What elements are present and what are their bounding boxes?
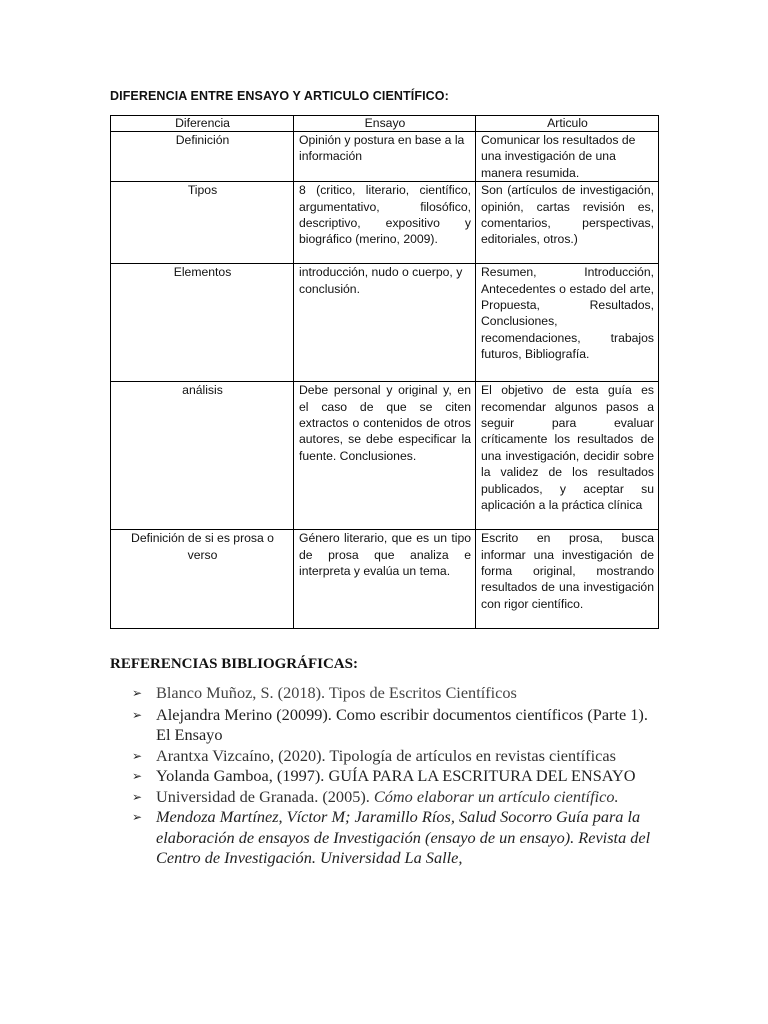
- table-row: [111, 382, 659, 530]
- reference-text: Universidad de Granada. (2005).: [156, 786, 374, 806]
- comparison-table: [110, 115, 659, 629]
- arrow-bullet-icon: ➢: [132, 748, 143, 763]
- ensayo-cell: Debe personal y original y, en el caso de que se citen extractos o contenidos de otros autores, se debe especificar la fuente. Conclusiones.: [294, 382, 476, 530]
- row-label: Definición de si es prosa o verso: [111, 530, 294, 629]
- ensayo-cell: Género literario, que es un tipo de prosa que analiza e interpreta y evalúa un tema.: [294, 530, 476, 629]
- table-row: [111, 530, 659, 629]
- ensayo-cell: Opinión y postura en base a la información: [294, 132, 476, 182]
- header-diferencia: Diferencia: [111, 116, 294, 132]
- row-label: Tipos: [111, 182, 294, 264]
- reference-text: Arantxa Vizcaíno, (2020). Tipología de artículos en revistas científicas: [156, 745, 616, 765]
- page-title: DIFERENCIA ENTRE ENSAYO Y ARTICULO CIENTÍFICO:: [110, 89, 449, 103]
- table-header-row: [111, 116, 659, 132]
- row-label: Definición: [111, 132, 294, 182]
- header-articulo: Articulo: [476, 116, 659, 132]
- reference-item: [132, 807, 652, 869]
- ensayo-cell: 8 (critico, literario, científico, argumentativo, filosófico, descriptivo, expositivo y biográfico (merino, 2009).: [294, 182, 476, 264]
- articulo-cell: Escrito en prosa, busca informar una investigación de forma original, mostrando resultados de una investigación con rigor científico.: [476, 530, 659, 629]
- articulo-cell: El objetivo de esta guía es recomendar algunos pasos a seguir para evaluar críticamente los resultados de una investigación, decidir sobre la validez de los resultados publicados, y aceptar su aplicación a la práctica clínica: [476, 382, 659, 530]
- references-list: [132, 683, 652, 869]
- row-label: análisis: [111, 382, 294, 530]
- header-ensayo: Ensayo: [294, 116, 476, 132]
- reference-item: [132, 787, 652, 808]
- reference-text: Alejandra Merino (20099). Como escribir documentos científicos (Parte 1). El Ensayo: [156, 704, 648, 744]
- arrow-bullet-icon: ➢: [132, 810, 143, 824]
- reference-text: Yolanda Gamboa, (1997). GUÍA PARA LA ESCRITURA DEL ENSAYO: [156, 766, 636, 785]
- arrow-bullet-icon: ➢: [132, 707, 143, 722]
- articulo-cell: Comunicar los resultados de una investigación de una manera resumida.: [476, 132, 659, 182]
- reference-item: [132, 746, 652, 767]
- table-row: [111, 182, 659, 264]
- articulo-cell: Son (artículos de investigación, opinión, cartas revisión es, comentarios, perspectivas, editoriales, otros.): [476, 182, 659, 264]
- arrow-bullet-icon: ➢: [132, 686, 143, 700]
- row-label: Elementos: [111, 264, 294, 382]
- ensayo-cell: introducción, nudo o cuerpo, y conclusión.: [294, 264, 476, 382]
- reference-text: Blanco Muñoz, S. (2018). Tipos de Escritos Científicos: [156, 683, 517, 702]
- arrow-bullet-icon: ➢: [132, 769, 143, 783]
- table-row: [111, 264, 659, 382]
- reference-text: Mendoza Martínez, Víctor M; Jaramillo Ríos, Salud Socorro Guía para la elaboración de ensayos de Investigación (ensayo de un ensayo). Revista del Centro de Investigación. Universidad La Salle,: [156, 807, 651, 867]
- references-title: REFERENCIAS BIBLIOGRÁFICAS:: [110, 656, 358, 672]
- reference-item: [132, 705, 652, 746]
- articulo-cell: Resumen, Introducción, Antecedentes o estado del arte, Propuesta, Resultados, Conclusiones, recomendaciones, trabajos futuros, Bibliografía.: [476, 264, 659, 382]
- table-row: [111, 132, 659, 182]
- reference-item: [132, 683, 652, 704]
- reference-item: [132, 766, 652, 787]
- reference-title-italic: Cómo elaborar un artículo científico.: [373, 786, 619, 806]
- arrow-bullet-icon: ➢: [132, 789, 143, 804]
